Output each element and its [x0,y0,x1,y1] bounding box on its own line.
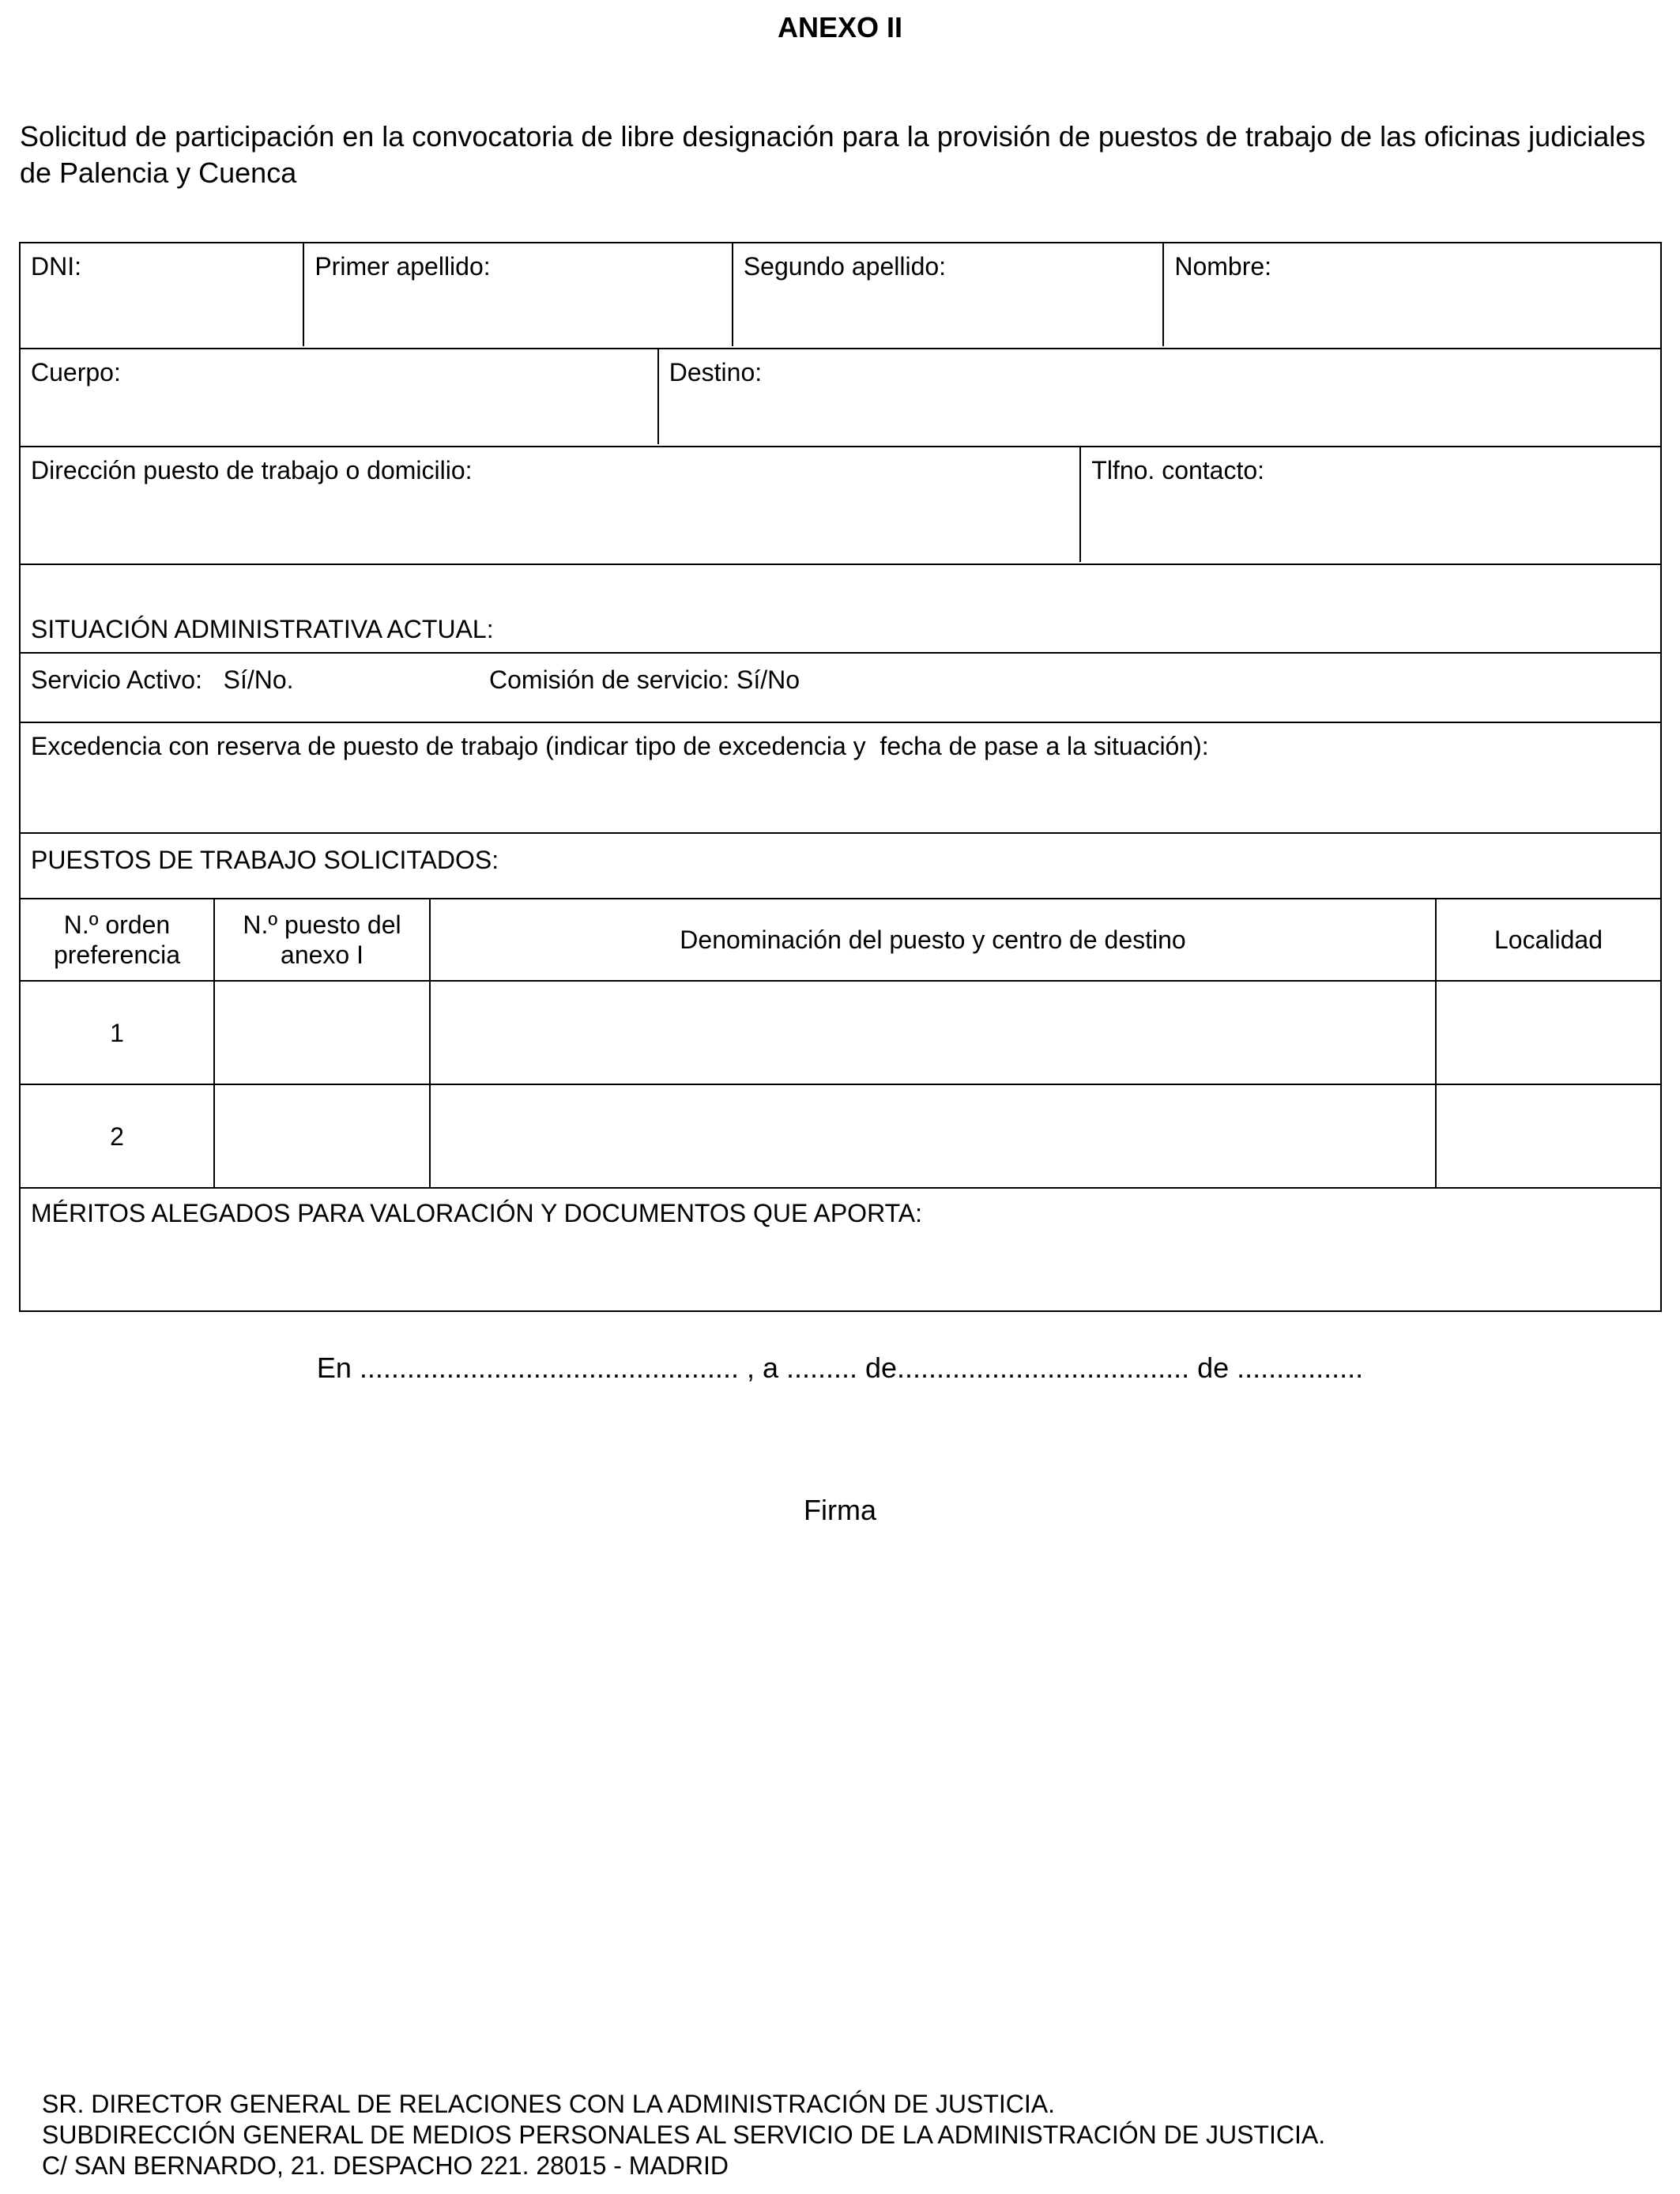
cuerpo-row [20,349,1661,447]
addressee-line: C/ SAN BERNARDO, 21. DESPACHO 221. 28015 - MADRID [42,2151,729,2180]
servicio-row [20,653,1661,722]
cuerpo-label: Cuerpo: [31,358,121,386]
addressee-block [42,2089,1325,2181]
situacion-row [20,564,1661,653]
orden-cell: 1 [20,981,214,1084]
excedencia-label: Excedencia con reserva de puesto de trabajo (indicar tipo de excedencia y fecha de pase a la situación): [31,732,1209,760]
segundo-apellido-label: Segundo apellido: [743,252,947,281]
puesto-input-cell[interactable] [214,1084,430,1188]
destino-label: Destino: [669,358,763,386]
telefono-field[interactable] [1080,447,1660,562]
primer-apellido-label: Primer apellido: [315,252,491,281]
direccion-field[interactable] [21,447,1080,562]
situacion-heading: SITUACIÓN ADMINISTRATIVA ACTUAL: [31,615,494,643]
col-header-localidad: Localidad [1436,899,1661,981]
meritos-field[interactable] [20,1188,1661,1311]
dni-field[interactable] [21,243,303,346]
localidad-input-cell[interactable] [1436,1084,1661,1188]
servicio-activo-option[interactable]: Servicio Activo: Sí/No. [31,665,294,694]
orden-cell: 2 [20,1084,214,1188]
meritos-label: MÉRITOS ALEGADOS PARA VALORACIÓN Y DOCUMENTOS QUE APORTA: [31,1199,922,1227]
destino-field[interactable] [658,349,1660,444]
nombre-field[interactable] [1163,243,1660,346]
denominacion-input-cell[interactable] [430,981,1436,1084]
excedencia-row [20,722,1661,833]
contact-row [20,447,1661,564]
localidad-input-cell[interactable] [1436,981,1661,1084]
segundo-apellido-field[interactable] [733,243,1164,346]
signature-label: Firma [804,1494,876,1526]
col-header-puesto: N.º puesto del anexo I [214,899,430,981]
direccion-label: Dirección puesto de trabajo o domicilio: [31,456,473,484]
meritos-row [20,1188,1661,1311]
puestos-heading: PUESTOS DE TRABAJO SOLICITADOS: [31,846,499,874]
puestos-header-row [20,899,1661,981]
puesto-input-cell[interactable] [214,981,430,1084]
nombre-label: Nombre: [1174,252,1272,281]
table-row [20,981,1661,1084]
addressee-line: SR. DIRECTOR GENERAL DE RELACIONES CON LA ADMINISTRACIÓN DE JUSTICIA. [42,2090,1056,2118]
comision-servicio-option[interactable]: Comisión de servicio: Sí/No [489,665,800,694]
document-title: ANEXO II [777,11,903,43]
puestos-heading-row [20,833,1661,899]
date-place-line: En ................................................ , a ......... de..................................... de ................ [316,1351,1364,1384]
application-form [19,242,1662,1312]
excedencia-field[interactable] [20,722,1661,833]
denominacion-input-cell[interactable] [430,1084,1436,1188]
addressee-line: SUBDIRECCIÓN GENERAL DE MEDIOS PERSONALES AL SERVICIO DE LA ADMINISTRACIÓN DE JUSTICIA. [42,2120,1326,2149]
cuerpo-field[interactable] [21,349,658,444]
intro-text: Solicitud de participación en la convocatoria de libre designación para la provisión de puestos de trabajo de las oficinas judiciales de Palencia y Cuenca [20,120,1646,189]
col-header-denominacion: Denominación del puesto y centro de destino [430,899,1436,981]
dni-label: DNI: [31,252,81,281]
primer-apellido-field[interactable] [303,243,733,346]
col-header-orden: N.º orden preferencia [20,899,214,981]
telefono-label: Tlfno. contacto: [1091,456,1265,484]
personal-row [20,243,1661,349]
table-row [20,1084,1661,1188]
